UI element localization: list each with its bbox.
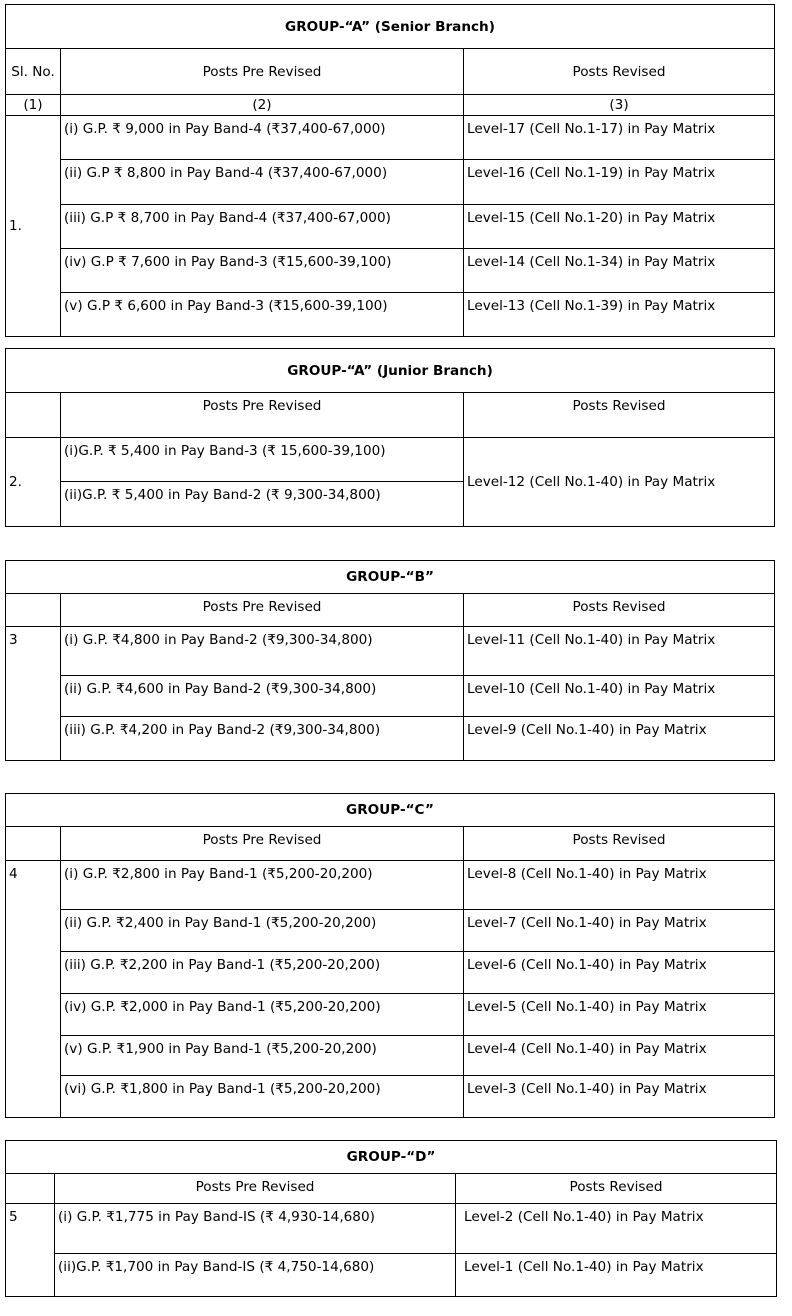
revised-cell: Level-15 (Cell No.1-20) in Pay Matrix	[464, 205, 775, 249]
revised-cell: Level-10 (Cell No.1-40) in Pay Matrix	[464, 676, 775, 717]
pre-revised-cell: (i) G.P. ₹1,775 in Pay Band-IS (₹ 4,930-14,680)	[55, 1204, 456, 1254]
table-group-c	[5, 793, 775, 1118]
revised-cell: Level-5 (Cell No.1-40) in Pay Matrix	[464, 994, 775, 1036]
pre-revised-cell: (i) G.P. ₹4,800 in Pay Band-2 (₹9,300-34,800)	[61, 627, 464, 676]
revised-cell: Level-16 (Cell No.1-19) in Pay Matrix	[464, 160, 775, 205]
table-row	[6, 249, 775, 293]
table-group-a-senior	[5, 4, 775, 337]
pre-revised-cell: (ii) G.P. ₹4,600 in Pay Band-2 (₹9,300-34,800)	[61, 676, 464, 717]
revised-cell: Level-7 (Cell No.1-40) in Pay Matrix	[464, 910, 775, 952]
table-row	[6, 994, 775, 1036]
revised-cell: Level-6 (Cell No.1-40) in Pay Matrix	[464, 952, 775, 994]
column-number: (1)	[6, 95, 61, 116]
pre-revised-cell: (iii) G.P. ₹4,200 in Pay Band-2 (₹9,300-34,800)	[61, 717, 464, 761]
table-row	[6, 952, 775, 994]
header-posts-pre-revised: Posts Pre Revised	[55, 1174, 456, 1204]
serial-number: 2.	[6, 438, 61, 527]
pre-revised-cell: (i) G.P. ₹ 9,000 in Pay Band-4 (₹37,400-67,000)	[61, 116, 464, 160]
serial-number: 5	[6, 1204, 55, 1297]
pre-revised-cell: (v) G.P. ₹1,900 in Pay Band-1 (₹5,200-20,200)	[61, 1036, 464, 1076]
revised-cell: Level-1 (Cell No.1-40) in Pay Matrix	[456, 1254, 777, 1297]
table-title: GROUP-“D”	[6, 1141, 777, 1174]
pre-revised-cell: (ii) G.P ₹ 8,800 in Pay Band-4 (₹37,400-67,000)	[61, 160, 464, 205]
table-row	[6, 160, 775, 205]
table-row	[6, 1076, 775, 1118]
revised-cell: Level-2 (Cell No.1-40) in Pay Matrix	[456, 1204, 777, 1254]
pre-revised-cell: (iv) G.P ₹ 7,600 in Pay Band-3 (₹15,600-39,100)	[61, 249, 464, 293]
pre-revised-cell: (ii)G.P. ₹ 5,400 in Pay Band-2 (₹ 9,300-34,800)	[61, 482, 464, 527]
serial-number: 1.	[6, 116, 61, 337]
revised-cell: Level-3 (Cell No.1-40) in Pay Matrix	[464, 1076, 775, 1118]
header-sl-empty	[6, 827, 61, 861]
revised-cell: Level-17 (Cell No.1-17) in Pay Matrix	[464, 116, 775, 160]
header-sl-empty	[6, 594, 61, 627]
table-row	[6, 438, 775, 482]
pre-revised-cell: (vi) G.P. ₹1,800 in Pay Band-1 (₹5,200-20,200)	[61, 1076, 464, 1118]
table-title: GROUP-“A” (Junior Branch)	[6, 349, 775, 393]
header-posts-revised: Posts Revised	[464, 827, 775, 861]
table-row	[6, 717, 775, 761]
table-row	[6, 676, 775, 717]
pre-revised-cell: (v) G.P ₹ 6,600 in Pay Band-3 (₹15,600-39,100)	[61, 293, 464, 337]
serial-number: 3	[6, 627, 61, 761]
pre-revised-cell: (ii)G.P. ₹1,700 in Pay Band-IS (₹ 4,750-14,680)	[55, 1254, 456, 1297]
pre-revised-cell: (i)G.P. ₹ 5,400 in Pay Band-3 (₹ 15,600-39,100)	[61, 438, 464, 482]
table-row	[6, 205, 775, 249]
header-posts-pre-revised: Posts Pre Revised	[61, 393, 464, 438]
pre-revised-cell: (i) G.P. ₹2,800 in Pay Band-1 (₹5,200-20,200)	[61, 861, 464, 910]
revised-cell: Level-8 (Cell No.1-40) in Pay Matrix	[464, 861, 775, 910]
header-posts-revised: Posts Revised	[464, 393, 775, 438]
pre-revised-cell: (iv) G.P. ₹2,000 in Pay Band-1 (₹5,200-20,200)	[61, 994, 464, 1036]
table-row	[6, 1254, 777, 1297]
revised-cell: Level-12 (Cell No.1-40) in Pay Matrix	[464, 438, 775, 527]
revised-cell: Level-4 (Cell No.1-40) in Pay Matrix	[464, 1036, 775, 1076]
revised-cell: Level-14 (Cell No.1-34) in Pay Matrix	[464, 249, 775, 293]
table-group-a-junior	[5, 348, 775, 527]
table-group-d	[5, 1140, 777, 1297]
header-posts-pre-revised: Posts Pre Revised	[61, 827, 464, 861]
table-row	[6, 116, 775, 160]
header-sl-no: Sl. No.	[6, 49, 61, 95]
pre-revised-cell: (iii) G.P ₹ 8,700 in Pay Band-4 (₹37,400-67,000)	[61, 205, 464, 249]
revised-cell: Level-11 (Cell No.1-40) in Pay Matrix	[464, 627, 775, 676]
table-row	[6, 627, 775, 676]
pre-revised-cell: (iii) G.P. ₹2,200 in Pay Band-1 (₹5,200-20,200)	[61, 952, 464, 994]
table-title: GROUP-“B”	[6, 561, 775, 594]
column-number: (3)	[464, 95, 775, 116]
header-posts-revised: Posts Revised	[464, 594, 775, 627]
header-sl-empty	[6, 393, 61, 438]
revised-cell: Level-9 (Cell No.1-40) in Pay Matrix	[464, 717, 775, 761]
table-title: GROUP-“A” (Senior Branch)	[6, 5, 775, 49]
table-title: GROUP-“C”	[6, 794, 775, 827]
table-row	[6, 1204, 777, 1254]
table-group-b	[5, 560, 775, 761]
header-sl-empty	[6, 1174, 55, 1204]
header-posts-pre-revised: Posts Pre Revised	[61, 594, 464, 627]
table-row	[6, 1036, 775, 1076]
table-row	[6, 861, 775, 910]
serial-number: 4	[6, 861, 61, 1118]
pre-revised-cell: (ii) G.P. ₹2,400 in Pay Band-1 (₹5,200-20,200)	[61, 910, 464, 952]
revised-cell: Level-13 (Cell No.1-39) in Pay Matrix	[464, 293, 775, 337]
column-number: (2)	[61, 95, 464, 116]
header-posts-pre-revised: Posts Pre Revised	[61, 49, 464, 95]
table-row	[6, 293, 775, 337]
header-posts-revised: Posts Revised	[456, 1174, 777, 1204]
table-row	[6, 910, 775, 952]
header-posts-revised: Posts Revised	[464, 49, 775, 95]
